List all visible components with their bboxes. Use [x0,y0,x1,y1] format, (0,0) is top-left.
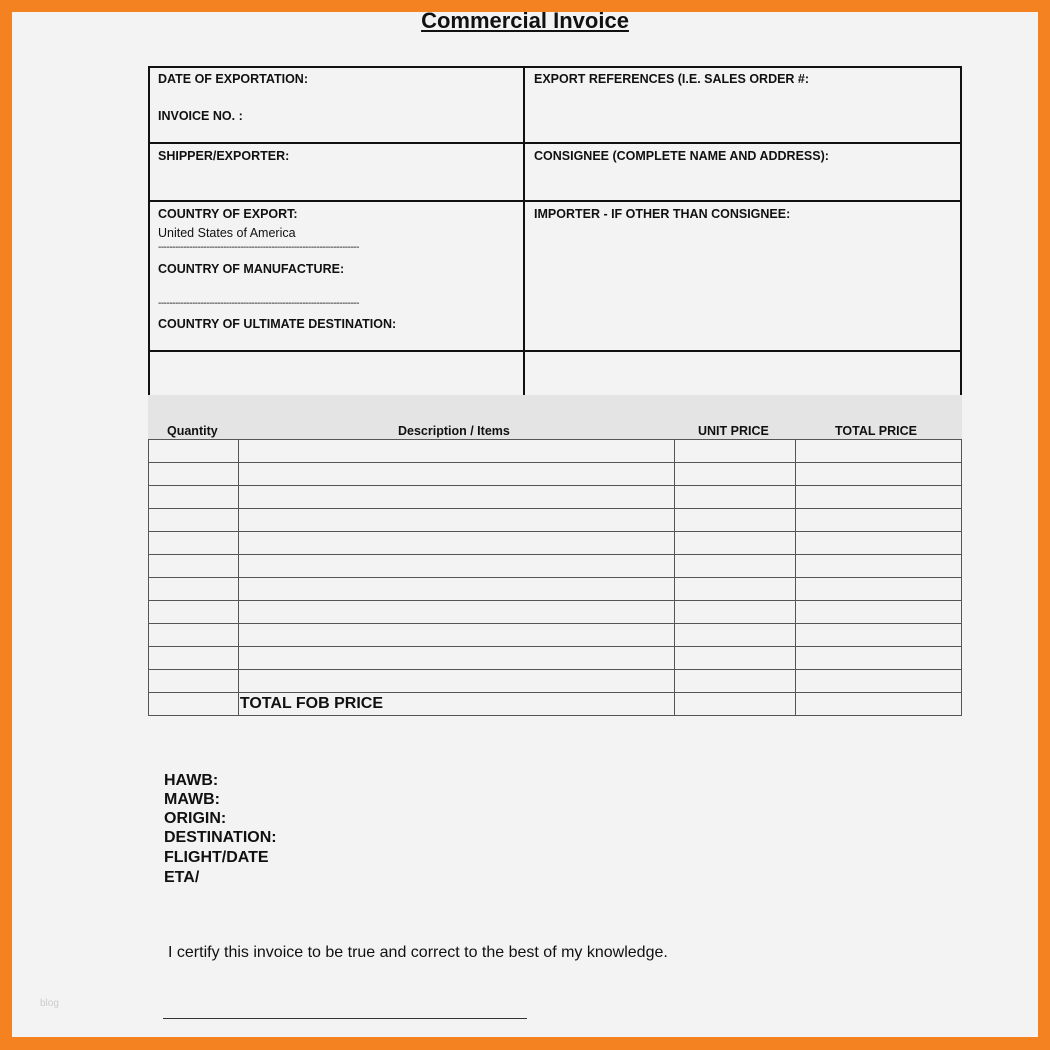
cell-quantity[interactable] [149,555,239,578]
cell-quantity[interactable] [149,624,239,647]
export-references-label: EXPORT REFERENCES (I.E. SALES ORDER #: [534,72,810,86]
cell-description[interactable] [238,624,674,647]
country-of-destination-label: COUNTRY OF ULTIMATE DESTINATION: [158,317,397,331]
cell-total-label: TOTAL FOB PRICE [238,693,674,716]
signature-line [163,1018,527,1019]
cell-total-price[interactable] [796,463,962,486]
table-row [149,463,962,486]
country-of-export-label: COUNTRY OF EXPORT: [158,207,298,221]
cell-description[interactable] [238,647,674,670]
cell-unit-price[interactable] [675,440,796,463]
cell-quantity[interactable] [149,486,239,509]
destination-label: DESTINATION: [164,829,277,846]
column-header-description: Description / Items [398,424,510,438]
cell-total-price[interactable] [796,578,962,601]
cell-unit-price[interactable] [675,509,796,532]
cell-total-price[interactable] [796,509,962,532]
eta-label: ETA/ [164,869,200,886]
separator: ----------------------------------------------------------------------- [158,242,359,253]
cell-description[interactable] [238,578,674,601]
cell-total-price[interactable] [796,532,962,555]
origin-label: ORIGIN: [164,810,227,827]
watermark: blog [40,998,59,1009]
cell-unit-price[interactable] [675,670,796,693]
cell-unit-price[interactable] [675,463,796,486]
cell-quantity[interactable] [149,601,239,624]
cell-quantity[interactable] [149,509,239,532]
table-row [149,601,962,624]
cell-unit-price[interactable] [675,601,796,624]
certification-statement: I certify this invoice to be true and correct to the best of my knowledge. [168,944,668,961]
cell-unit-price[interactable] [675,578,796,601]
hawb-label: HAWB: [164,772,219,789]
table-row [149,486,962,509]
date-of-exportation-label: DATE OF EXPORTATION: [158,72,308,86]
column-header-unit-price: UNIT PRICE [698,424,769,438]
cell-description[interactable] [238,509,674,532]
consignee-label: CONSIGNEE (COMPLETE NAME AND ADDRESS): [534,149,829,163]
cell-quantity[interactable] [149,693,239,716]
flight-date-label: FLIGHT/DATE [164,849,269,866]
table-row [149,647,962,670]
items-table [148,439,962,716]
cell-quantity[interactable] [149,532,239,555]
cell-total-price[interactable] [796,693,962,716]
cell-unit-price[interactable] [675,693,796,716]
cell-description[interactable] [238,440,674,463]
column-header-total-price: TOTAL PRICE [835,424,917,438]
page-title: Commercial Invoice [421,8,629,33]
cell-quantity[interactable] [149,647,239,670]
cell-total-price[interactable] [796,601,962,624]
cell-description[interactable] [238,532,674,555]
separator: ----------------------------------------------------------------------- [158,298,359,309]
cell-quantity[interactable] [149,670,239,693]
mawb-label: MAWB: [164,791,220,808]
cell-description[interactable] [238,555,674,578]
total-row [149,693,962,716]
cell-total-price[interactable] [796,440,962,463]
grid-divider [148,142,962,144]
cell-total-price[interactable] [796,670,962,693]
cell-quantity[interactable] [149,463,239,486]
table-row [149,440,962,463]
cell-quantity[interactable] [149,440,239,463]
cell-unit-price[interactable] [675,647,796,670]
cell-description[interactable] [238,670,674,693]
table-row [149,555,962,578]
cell-quantity[interactable] [149,578,239,601]
importer-label: IMPORTER - IF OTHER THAN CONSIGNEE: [534,207,791,221]
cell-unit-price[interactable] [675,555,796,578]
table-row [149,670,962,693]
table-row [149,624,962,647]
cell-unit-price[interactable] [675,532,796,555]
cell-description[interactable] [238,601,674,624]
country-of-manufacture-label: COUNTRY OF MANUFACTURE: [158,262,345,276]
table-row [149,509,962,532]
invoice-no-label: INVOICE NO. : [158,109,243,123]
table-row [149,578,962,601]
cell-total-price[interactable] [796,624,962,647]
cell-total-price[interactable] [796,555,962,578]
grid-divider [148,350,962,352]
column-header-quantity: Quantity [167,424,218,438]
cell-unit-price[interactable] [675,624,796,647]
table-row [149,532,962,555]
grid-divider [148,200,962,202]
country-of-export-value: United States of America [158,226,296,240]
cell-description[interactable] [238,463,674,486]
cell-description[interactable] [238,486,674,509]
shipper-label: SHIPPER/EXPORTER: [158,149,290,163]
cell-unit-price[interactable] [675,486,796,509]
cell-total-price[interactable] [796,486,962,509]
cell-total-price[interactable] [796,647,962,670]
grid-divider [523,66,525,395]
